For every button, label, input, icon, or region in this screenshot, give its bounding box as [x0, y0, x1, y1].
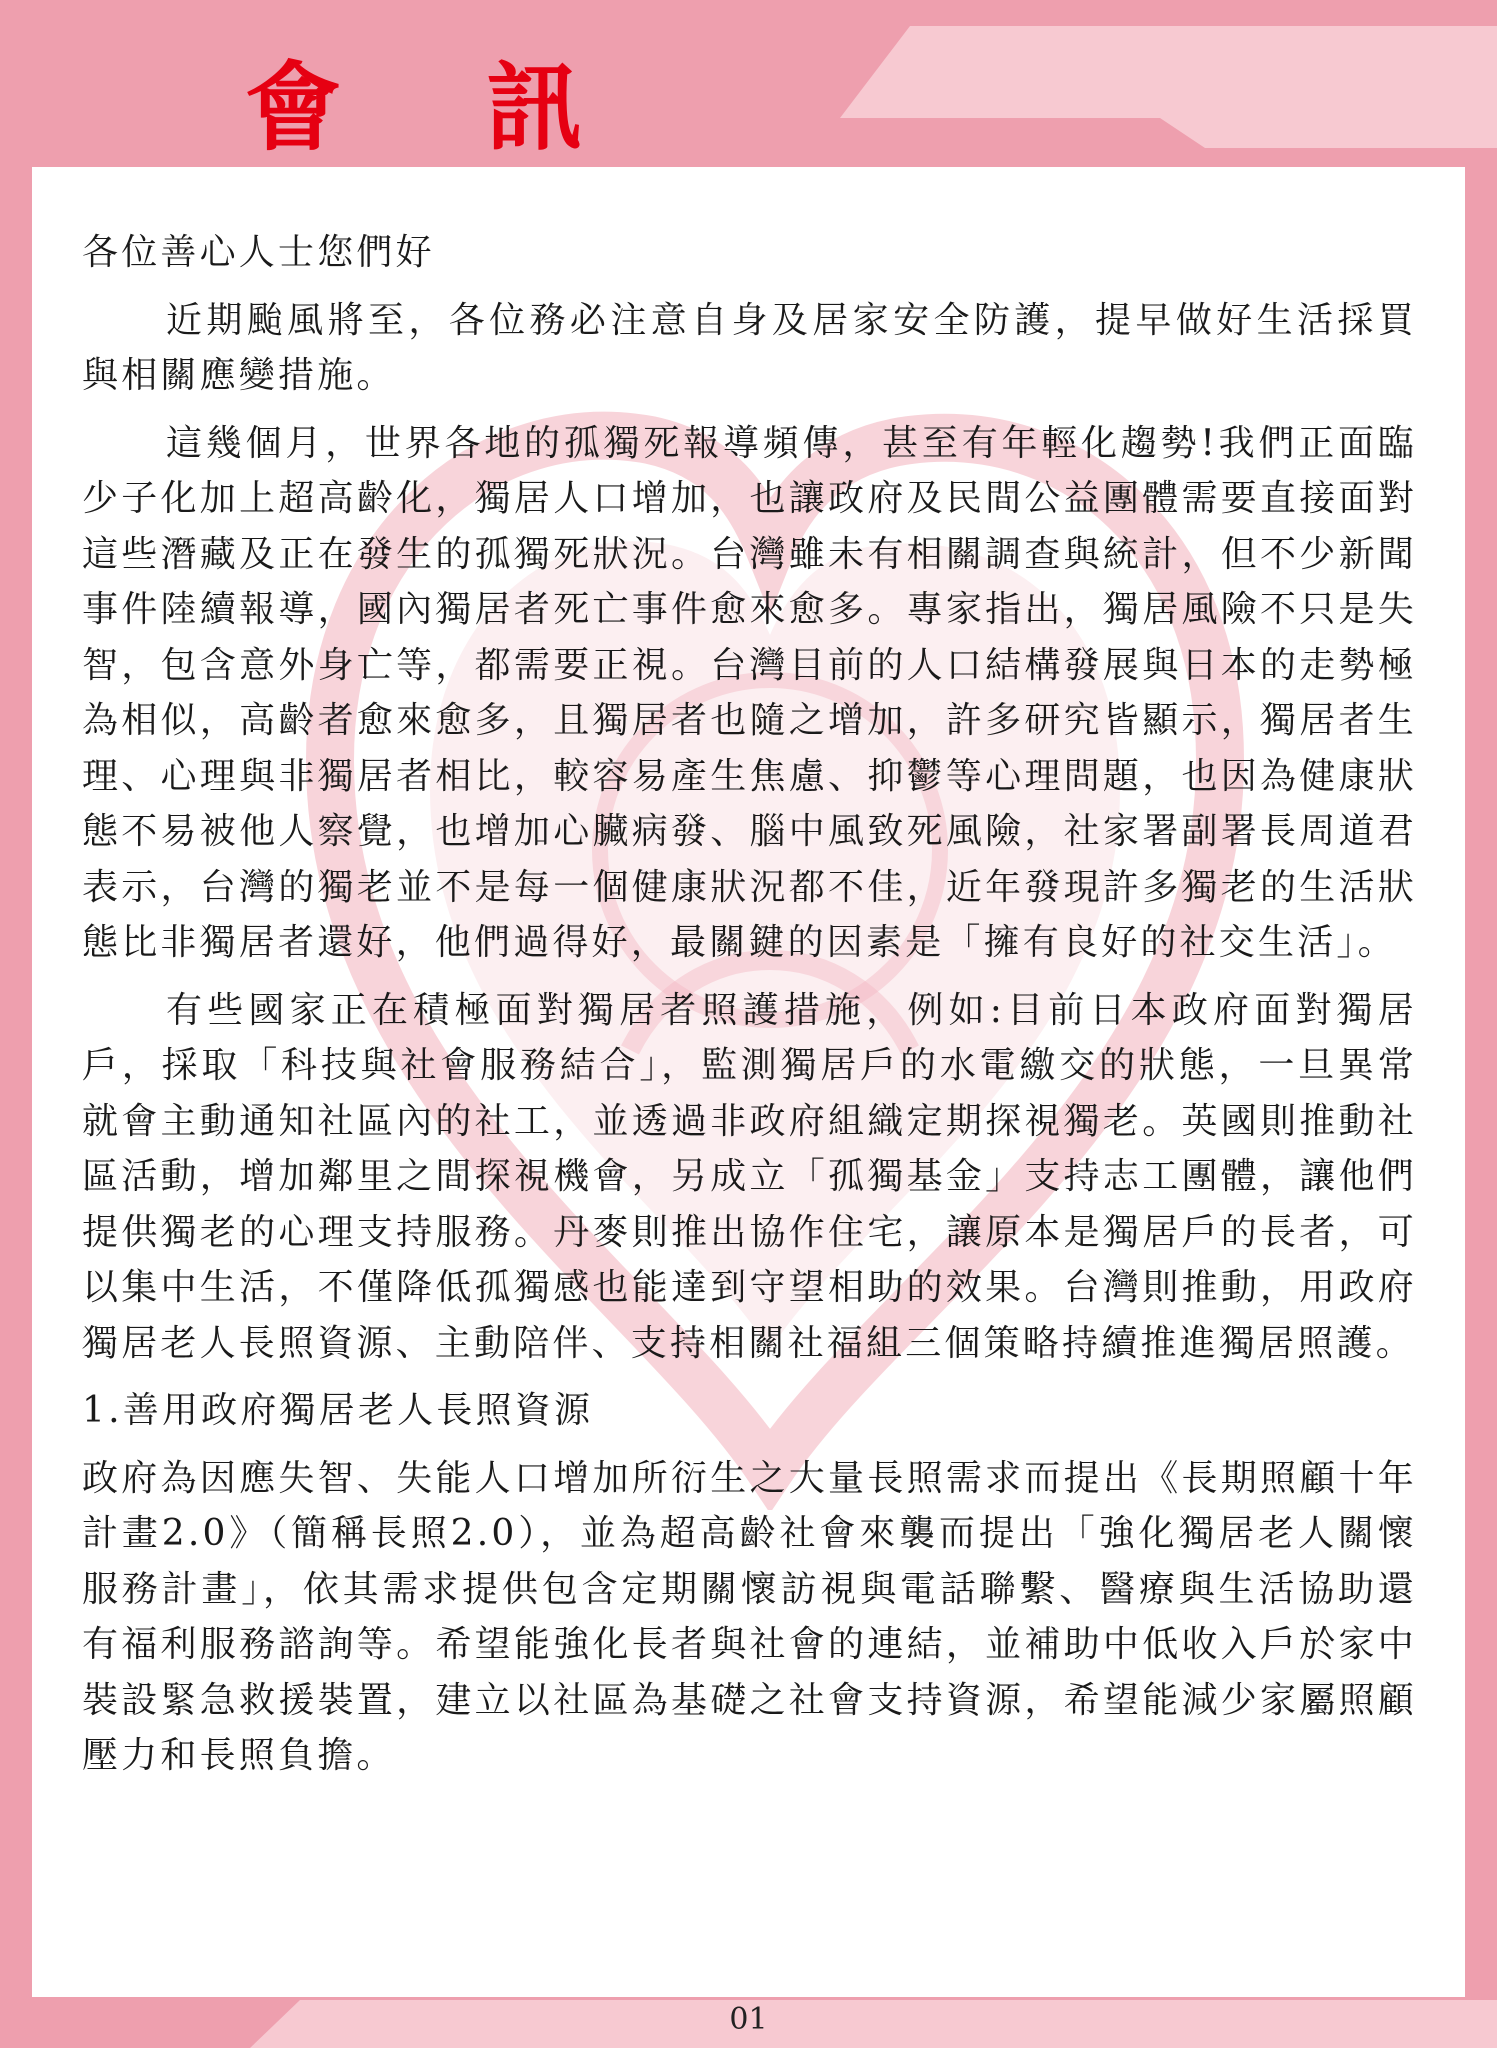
- greeting-text: 各位善心人士您們好: [82, 232, 435, 273]
- page-title: 會 訊: [245, 51, 639, 164]
- paragraph-international-care: 有些國家正在積極面對獨居者照護措施，例如:目前日本政府面對獨居戶，採取「科技與社會服務結合」，監測獨居戶的水電繳交的狀態，一旦異常就會主動通知社區內的社工，並透過非政府組織定期探視獨老。英國則推動社區活動，增加鄰里之間探視機會，另成立「孤獨基金」支持志工團體，讓他們提供獨老的心理支持服務。丹麥則推出協作住宅，讓原本是獨居戶的長者，可以集中生活，不僅降低孤獨感也能達到守望相助的效果。台灣則推動，用政府獨居老人長照資源、主動陪伴、支持相關社福組三個策略持續推進獨居照護。: [82, 989, 1417, 1364]
- section-body: 政府為因應失智、失能人口增加所衍生之大量長照需求而提出《長期照顧十年計畫2.0》（簡稱長照2.0），並為超高齡社會來襲而提出「強化獨居老人關懷服務計畫」，依其需求提供包含定期關懷訪視與電話聯繫、醫療與生活協助還有福利服務諮詢等。希望能強化長者與社會的連結，並補助中低收入戶於家中裝設緊急救援裝置，建立以社區為基礎之社會支持資源，希望能減少家屬照顧壓力和長照負擔。: [82, 1457, 1417, 1776]
- page-number: 01: [729, 2002, 768, 2037]
- paragraph-typhoon-notice: 近期颱風將至，各位務必注意自身及居家安全防護，提早做好生活採買與相關應變措施。: [82, 299, 1417, 396]
- paragraph-solitary-death: 這幾個月，世界各地的孤獨死報導頻傳，甚至有年輕化趨勢!我們正面臨少子化加上超高齡化，獨居人口增加，也讓政府及民間公益團體需要直接面對這些潛藏及正在發生的孤獨死狀況。台灣雖未有相關調查與統計，但不少新聞事件陸續報導，國內獨居者死亡事件愈來愈多。專家指出，獨居風險不只是失智，包含意外身亡等，都需要正視。台灣目前的人口結構發展與日本的走勢極為相似，高齡者愈來愈多，且獨居者也隨之增加，許多研究皆顯示，獨居者生理、心理與非獨居者相比，較容易產生焦慮、抑鬱等心理問題，也因為健康狀態不易被他人察覺，也增加心臟病發、腦中風致死風險，社家署副署長周道君表示，台灣的獨老並不是每一個健康狀況都不佳，近年發現許多獨老的生活狀態比非獨居者還好，他們過得好，最關鍵的因素是「擁有良好的社交生活」。: [82, 422, 1417, 963]
- section-heading: 1.善用政府獨居老人長照資源: [82, 1390, 594, 1431]
- article-body: [82, 225, 1417, 1796]
